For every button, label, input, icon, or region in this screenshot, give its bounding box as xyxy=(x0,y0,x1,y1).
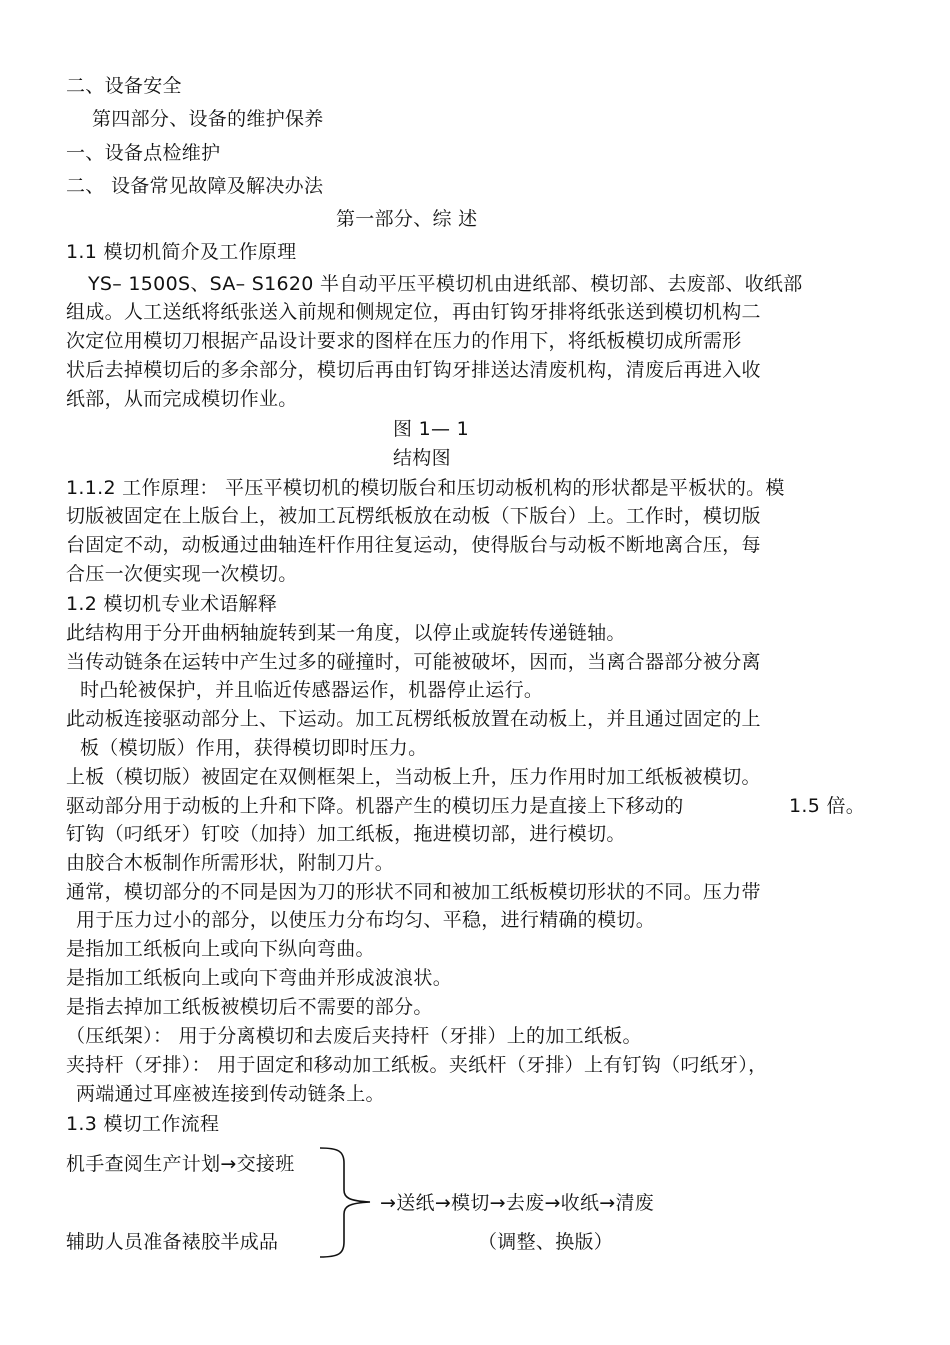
figure-caption: 结构图 xyxy=(393,447,451,469)
flow-input-bottom: 辅助人员准备裱胶半成品 xyxy=(66,1231,279,1253)
flow-brace-icon xyxy=(318,1145,378,1260)
toc-line-3: 一、设备点检维护 xyxy=(66,142,221,164)
term-5: 驱动部分用于动板的上升和下降。机器产生的模切压力是直接上下移动的 xyxy=(66,795,684,817)
term-12: （压纸架）： 用于分离模切和去废后夹持杆（牙排）上的加工纸板。 xyxy=(66,1025,642,1047)
term-13-line-2: 两端通过耳座被连接到传动链条上。 xyxy=(76,1083,385,1105)
toc-line-2: 第四部分、设备的维护保养 xyxy=(92,108,324,130)
paragraph-1-1-line-5: 纸部，从而完成模切作业。 xyxy=(66,388,298,410)
paragraph-1-1-2-line-4: 合压一次便实现一次模切。 xyxy=(66,563,298,585)
heading-1-3: 1.3 模切工作流程 xyxy=(66,1113,220,1135)
paragraph-1-1-line-1: YS– 1500S、SA– S1620 半自动平压平模切机由进纸部、模切部、去废部、收纸部 xyxy=(88,273,803,295)
term-6: 钉钩（叼纸牙）钉咬（加持）加工纸板，拖进模切部，进行模切。 xyxy=(66,823,626,845)
term-7: 由胶合木板制作所需形状，附制刀片。 xyxy=(66,852,395,874)
flow-note: （调整、换版） xyxy=(478,1231,614,1253)
term-13-line-1: 夹持杆（牙排）： 用于固定和移动加工纸板。夹纸杆（牙排）上有钉钩（叼纸牙）， xyxy=(66,1054,768,1076)
toc-line-1: 二、设备安全 xyxy=(66,75,182,97)
toc-line-4: 二、 设备常见故障及解决办法 xyxy=(66,175,324,197)
term-4: 上板（模切版）被固定在双侧框架上，当动板上升，压力作用时加工纸板被模切。 xyxy=(66,766,761,788)
paragraph-1-1-line-4: 状后去掉模切后的多余部分，模切后再由钉钩牙排送达清废机构，清废后再进入收 xyxy=(66,359,761,381)
term-11: 是指去掉加工纸板被模切后不需要的部分。 xyxy=(66,996,433,1018)
term-10: 是指加工纸板向上或向下弯曲并形成波浪状。 xyxy=(66,967,453,989)
term-8-line-2: 用于压力过小的部分，以使压力分布均匀、平稳，进行精确的模切。 xyxy=(76,909,656,931)
flow-input-top: 机手查阅生产计划→交接班 xyxy=(66,1153,295,1175)
term-8-line-1: 通常，模切部分的不同是因为刀的形状不同和被加工纸板模切形状的不同。压力带 xyxy=(66,881,761,903)
term-5-value: 1.5 倍。 xyxy=(789,795,866,817)
heading-1-1: 1.1 模切机简介及工作原理 xyxy=(66,241,297,263)
term-3-line-2: 板（模切版）作用，获得模切即时压力。 xyxy=(80,737,428,759)
paragraph-1-1-line-3: 次定位用模切刀根据产品设计要求的图样在压力的作用下，将纸板模切成所需形 xyxy=(66,330,742,352)
term-2-line-2: 时凸轮被保护，并且临近传感器运作，机器停止运行。 xyxy=(80,679,544,701)
heading-1-2: 1.2 模切机专业术语解释 xyxy=(66,593,278,615)
term-3-line-1: 此动板连接驱动部分上、下运动。加工瓦楞纸板放置在动板上，并且通过固定的上 xyxy=(66,708,761,730)
term-2-line-1: 当传动链条在运转中产生过多的碰撞时，可能被破坏，因而，当离合器部分被分离 xyxy=(66,651,761,673)
paragraph-1-1-2-line-3: 台固定不动，动板通过曲轴连杆作用往复运动，使得版台与动板不断地离合压，每 xyxy=(66,534,761,556)
flow-steps: →送纸→模切→去废→收纸→清废 xyxy=(380,1192,655,1214)
section-title: 第一部分、综 述 xyxy=(336,208,478,230)
term-9: 是指加工纸板向上或向下纵向弯曲。 xyxy=(66,938,375,960)
figure-number: 图 1— 1 xyxy=(393,418,470,440)
paragraph-1-1-line-2: 组成。人工送纸将纸张送入前规和侧规定位，再由钉钩牙排将纸张送到模切机构二 xyxy=(66,301,761,323)
paragraph-1-1-2-line-1: 1.1.2 工作原理： 平压平模切机的模切版台和压切动板机构的形状都是平板状的。模 xyxy=(66,477,785,499)
paragraph-1-1-2-line-2: 切版被固定在上版台上，被加工瓦楞纸板放在动板（下版台）上。工作时，模切版 xyxy=(66,505,761,527)
term-1: 此结构用于分开曲柄轴旋转到某一角度，以停止或旋转传递链轴。 xyxy=(66,622,626,644)
